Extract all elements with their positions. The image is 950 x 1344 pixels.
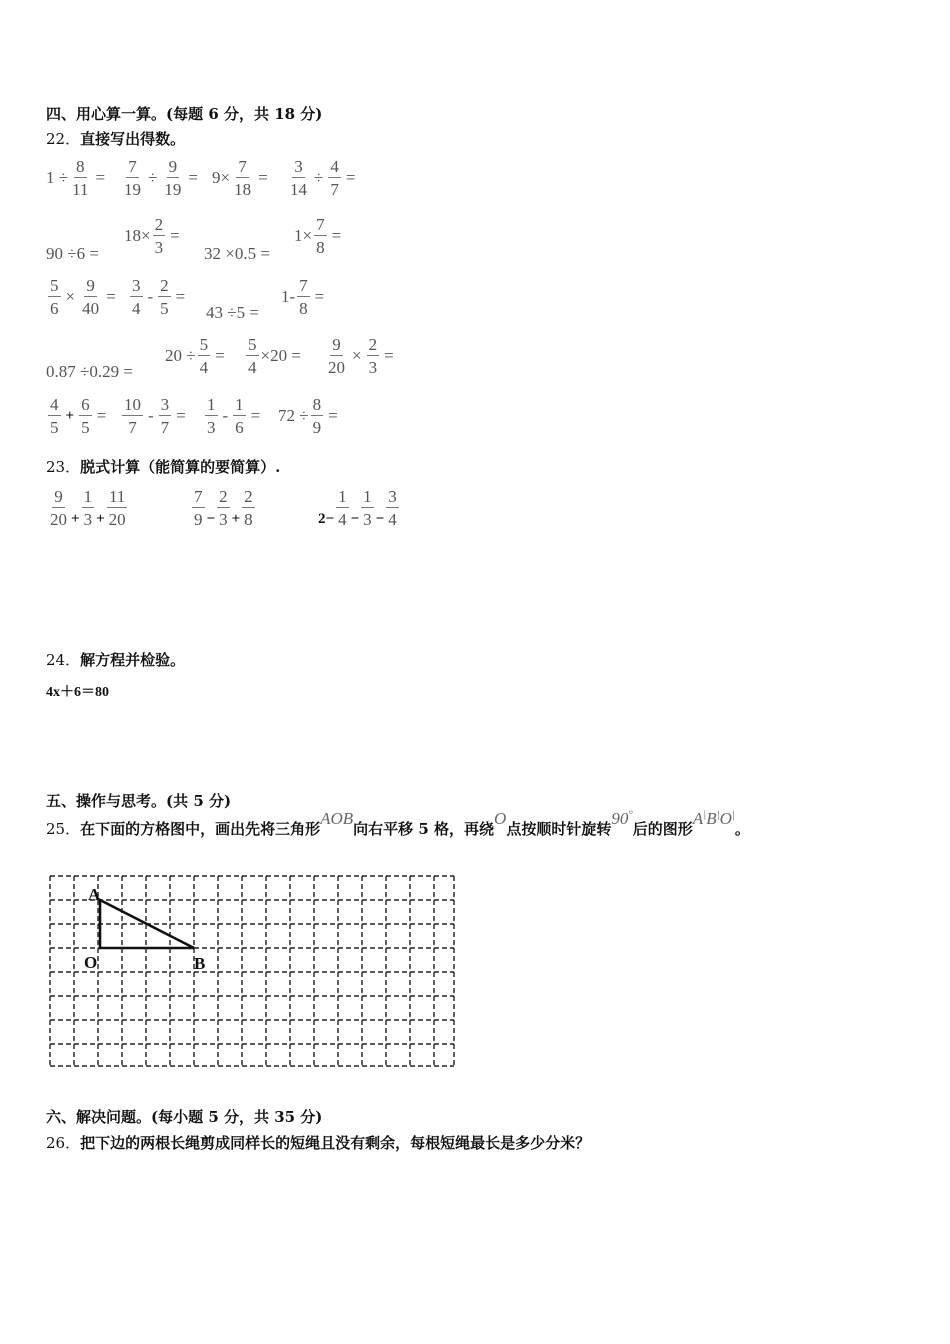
calc-r2-e2: 18× $\frac{2}{3}$ =: [124, 215, 180, 257]
calc-r5-e1: $\frac{4}{5}$ + $\frac{6}{5}$ =: [50, 395, 107, 437]
question-22: [46, 128, 185, 149]
calc-23-3: 2− $\frac{1}{4}$ − $\frac{1}{3}$ − $\frac{3}{4}$: [318, 487, 397, 529]
calc-r1-e3: 9× $\frac{7}{18}$ =: [212, 157, 268, 199]
calc-r3-e4: 1- $\frac{7}{8}$ =: [281, 276, 325, 318]
question-24: [46, 649, 185, 670]
calc-23-2: $\frac{7}{9}$ − $\frac{2}{3}$ + $\frac{2}{8}$: [194, 487, 253, 529]
calc-r2-e1: 90 ÷6 =: [46, 244, 99, 263]
calc-r1-e1: 1 ÷ $\frac{8}{11}$ =: [46, 157, 106, 199]
calc-r3-e2: $\frac{3}{4}$ - $\frac{2}{5}$ =: [132, 276, 186, 318]
question-text: 解方程并检验。: [80, 651, 186, 669]
question-text: 把下边的两根长绳剪成同样长的短绳且没有剩余，每根短绳最长是多少分米？: [80, 1134, 591, 1152]
calc-r3-e3: 43 ÷5 =: [206, 303, 259, 322]
question-number: 24．: [46, 651, 81, 669]
calc-r3-e1: $\frac{5}{6}$ × $\frac{9}{40}$ =: [50, 276, 116, 318]
vertex-b-label: B: [194, 954, 206, 973]
equation: 4x＋6＝80: [46, 685, 109, 700]
calc-r2-e4: 1× $\frac{7}{8}$ =: [294, 215, 342, 257]
question-number: 23．: [46, 458, 81, 476]
question-25: 25．在下面的方格图中，画出先将三角形AOB向右平移 5 格，再绕O点按顺时针旋转90°后的图形A|B|O|。: [46, 808, 750, 838]
calc-r4-e4: $\frac{9}{20}$ × $\frac{2}{3}$ =: [328, 335, 394, 377]
calc-r1-e2: $\frac{7}{19}$ ÷ $\frac{9}{19}$ =: [124, 157, 198, 199]
calc-r4-e1: 0.87 ÷0.29 =: [46, 362, 133, 381]
vertex-a-label: A: [88, 885, 101, 904]
calc-r5-e4: 72 ÷ $\frac{8}{9}$ =: [278, 395, 338, 437]
section-6-heading: 六、解决问题。(每小题 5 分，共 35 分): [46, 1108, 323, 1126]
calc-r4-e3: $\frac{5}{4}$ ×20 =: [248, 335, 301, 377]
calc-r5-e3: $\frac{1}{3}$ - $\frac{1}{6}$ =: [207, 395, 261, 437]
vertex-o-label: O: [84, 953, 98, 972]
calc-r1-e4: $\frac{3}{14}$ ÷ $\frac{4}{7}$ =: [290, 157, 356, 199]
section-4-heading: 四、用心算一算。(每题 6 分，共 18 分): [46, 105, 323, 123]
calc-r4-e2: 20 ÷ $\frac{5}{4}$ =: [165, 335, 225, 377]
question-26: [46, 1132, 590, 1153]
question-23: [46, 456, 280, 477]
question-text: 脱式计算（能简算的要简算）.: [80, 458, 281, 476]
calc-23-1: $\frac{9}{20}$ + $\frac{1}{3}$ + $\frac{11}{20}$: [50, 487, 126, 529]
question-number: 22．: [46, 130, 81, 148]
question-text: 直接写出得数。: [80, 130, 186, 148]
question-number: 26．: [46, 1134, 81, 1152]
grid-figure: [46, 872, 458, 1070]
calc-r5-e2: $\frac{10}{7}$ - $\frac{3}{7}$ =: [124, 395, 186, 437]
question-number: 25．: [46, 820, 81, 838]
calc-r2-e3: 32 ×0.5 =: [204, 244, 270, 263]
section-5-heading: 五、操作与思考。(共 5 分): [46, 792, 232, 810]
